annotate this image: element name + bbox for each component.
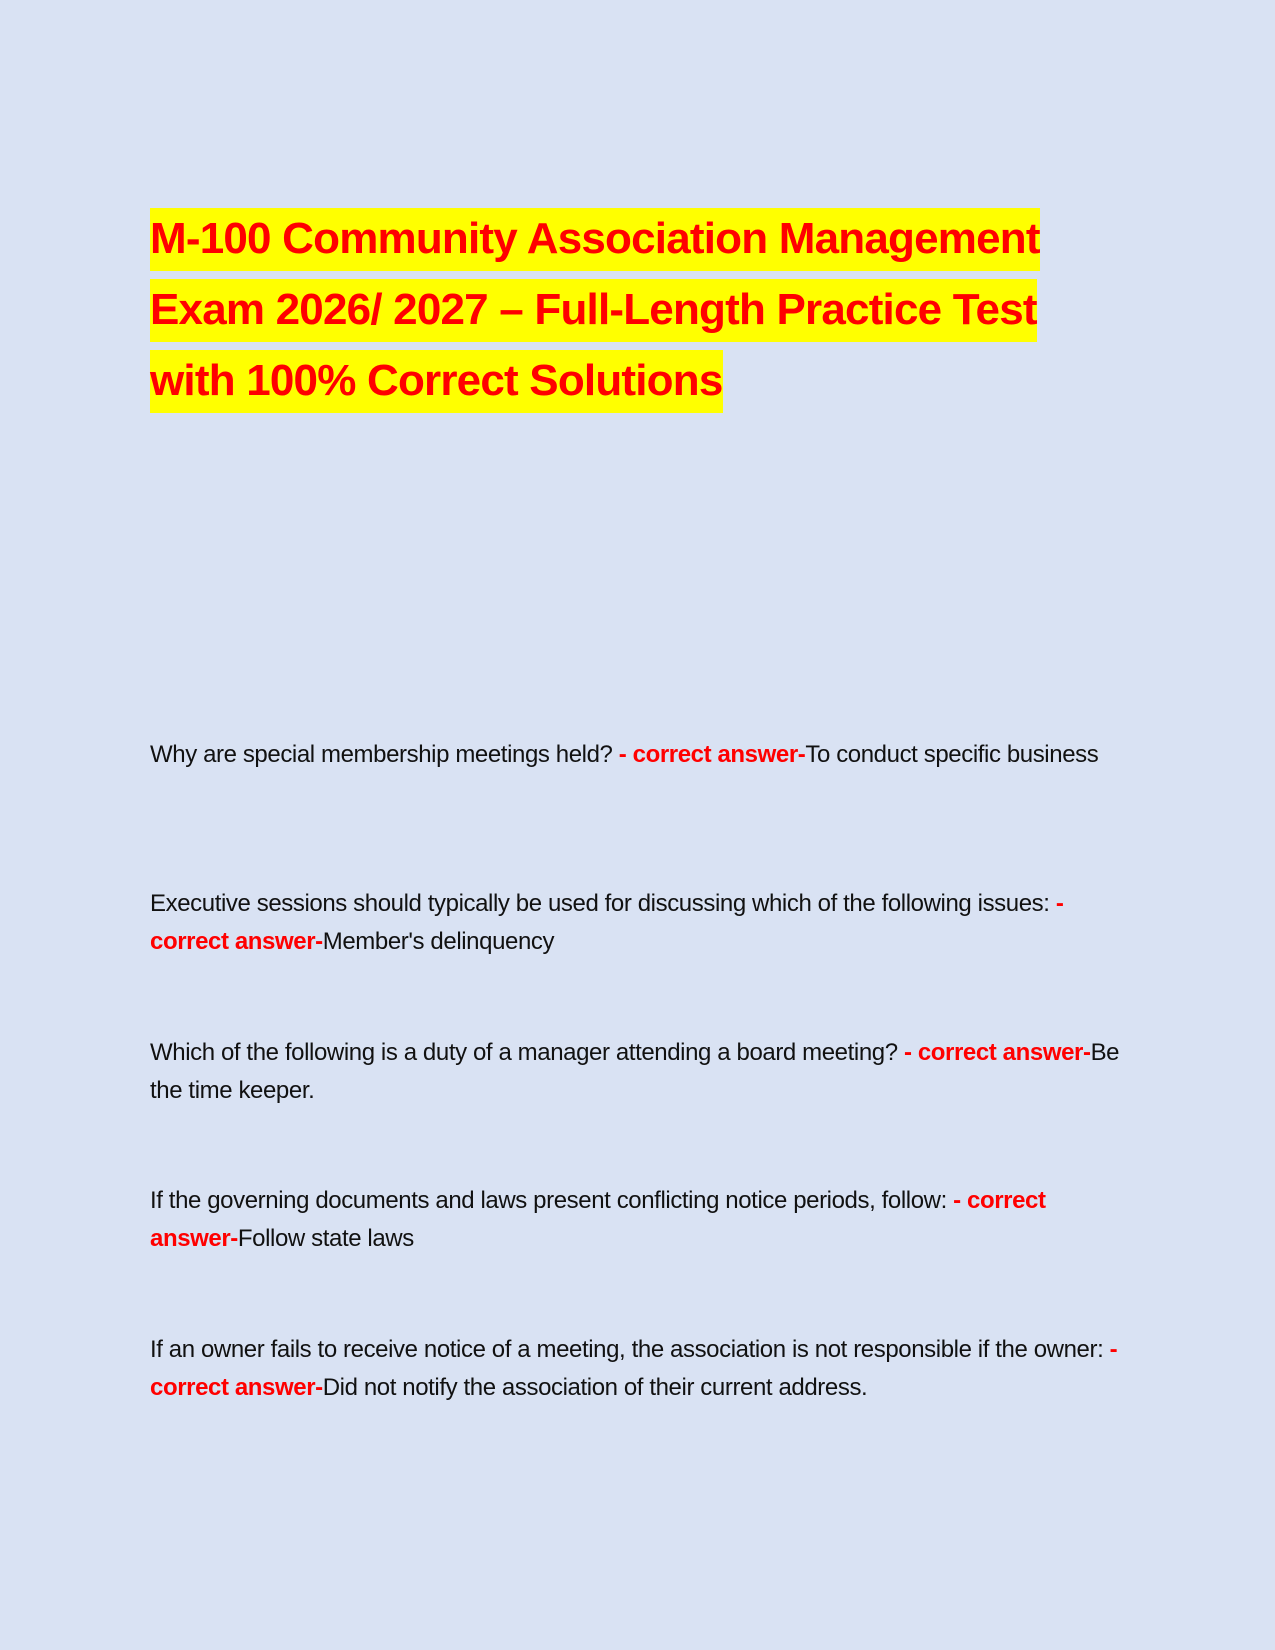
correct-answer-marker: - correct answer- bbox=[150, 890, 1064, 955]
answer-text: Be the time keeper. bbox=[150, 1039, 1120, 1104]
question-text: If the governing documents and laws present conflicting notice periods, follow: bbox=[150, 1187, 947, 1214]
answer-text: Did not notify the association of their current address. bbox=[322, 1374, 868, 1401]
qa-item bbox=[150, 1331, 1130, 1407]
qa-item bbox=[150, 736, 1130, 774]
answer-text: To conduct specific business bbox=[805, 741, 1099, 768]
qa-item bbox=[150, 1182, 1130, 1258]
document-title bbox=[150, 203, 1050, 416]
question-text: If an owner fails to receive notice of a meeting, the association is not responsible if the owner: bbox=[150, 1336, 1104, 1363]
question-text: Why are special membership meetings held? bbox=[150, 741, 613, 768]
correct-answer-marker: - correct answer- bbox=[897, 1039, 1091, 1066]
title-highlight: M-100 Community Association Management Exam 2026/ 2027 – Full-Length Practice Test with 100% Correct Solutions bbox=[150, 208, 1040, 413]
correct-answer-marker: - correct answer- bbox=[150, 1187, 1046, 1252]
question-text: Which of the following is a duty of a manager attending a board meeting? bbox=[150, 1039, 898, 1066]
correct-answer-marker: - correct answer- bbox=[150, 1336, 1118, 1401]
answer-text: Follow state laws bbox=[237, 1225, 414, 1252]
correct-answer-marker: - correct answer- bbox=[612, 741, 806, 768]
qa-item bbox=[150, 1034, 1130, 1110]
qa-item bbox=[150, 885, 1130, 961]
question-text: Executive sessions should typically be used for discussing which of the following issues: bbox=[150, 890, 1050, 917]
answer-text: Member's delinquency bbox=[322, 928, 555, 955]
